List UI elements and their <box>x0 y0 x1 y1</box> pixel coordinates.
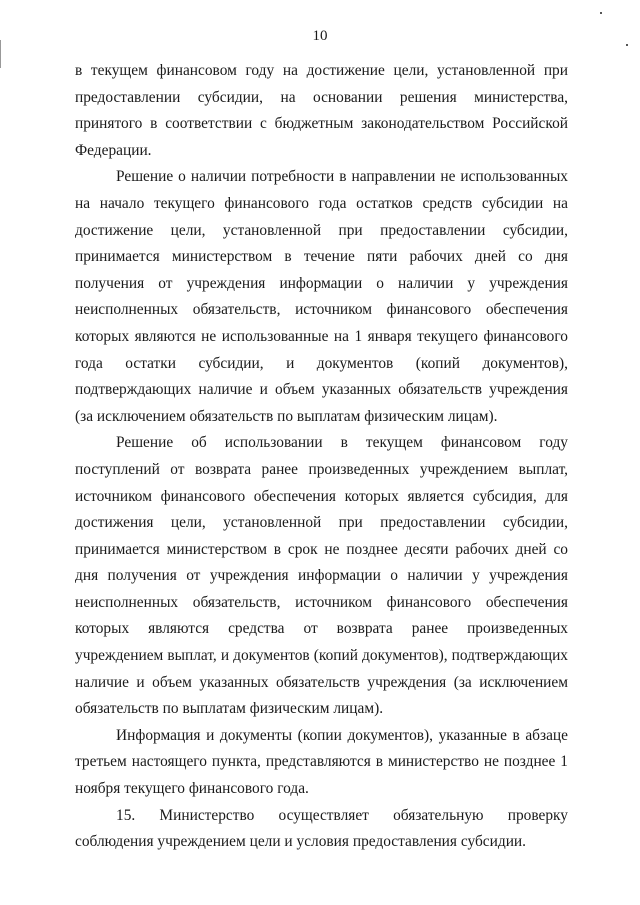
paragraph-refund-receipts-decision: Решение об использовании в текущем финансовом году поступлений от возврата ранее произведенных учреждением выплат, источником финансового обеспечения которых является субсидия, для достижения цели, установленной при предоставлении субсидии, принимается министерством в срок не позднее десяти рабочих дней со дня получения от учреждения информации о наличии у учреждения неисполненных обязательств, источником финансового обеспечения которых являются средства от возврата ранее произведенных учреждением выплат, и документов (копий документов), подтверждающих наличие и объем указанных обязательств учреждения (за исключением обязательств по выплатам физическим лицам). <box>75 434 568 718</box>
page-number: 10 <box>312 28 328 44</box>
document-body <box>75 58 568 856</box>
paragraph-item-15: 15. Министерство осуществляет обязательную проверку соблюдения учреждением цели и условия предоставления субсидии. <box>75 806 568 851</box>
scan-artifact-dot <box>600 12 602 14</box>
paragraph-unused-balances-decision: Решение о наличии потребности в направлении не использованных на начало текущего финансового года остатков средств субсидии на достижение цели, установленной при предоставлении субсидии, принимается министерством в течение пяти рабочих дней со дня получения от учреждения информации о наличии у учреждения неисполненных обязательств, источником финансового обеспечения которых являются не использованные на 1 января текущего финансового года остатки субсидии, и документов (копий документов), подтверждающих наличие и объем указанных обязательств учреждения (за исключением обязательств по выплатам физическим лицам). <box>75 168 568 425</box>
paragraph-continuation: в текущем финансовом году на достижение цели, установленной при предоставлении субсидии, на основании решения министерства, принятого в соответствии с бюджетным законодательством Российской Федерации. <box>75 62 568 159</box>
paragraph-documents-deadline: Информация и документы (копии документов), указанные в абзаце третьем настоящего пункта, представляются в министерство не позднее 1 ноября текущего финансового года. <box>75 726 568 798</box>
